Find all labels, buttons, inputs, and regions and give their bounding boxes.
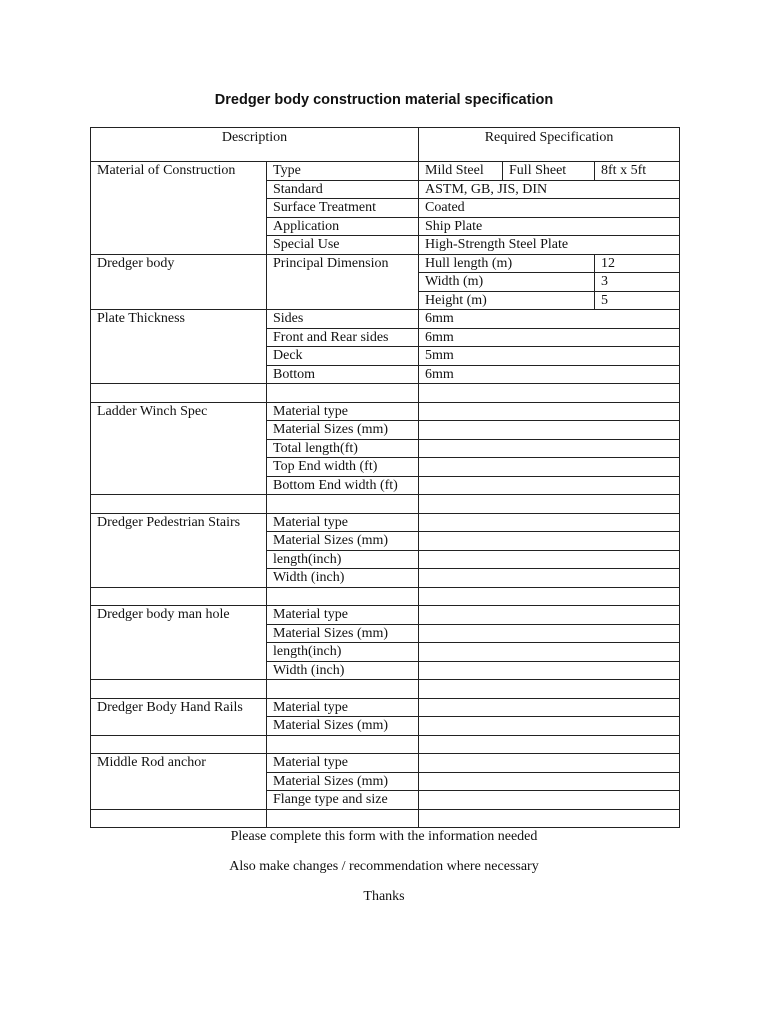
footer-instruction: Please complete this form with the information needed [230,829,538,844]
value-cell[interactable] [419,606,680,625]
property-cell: Top End width (ft) [267,458,419,477]
value-cell[interactable] [419,513,680,532]
property-cell: Principal Dimension [267,254,419,310]
value-cell[interactable] [419,624,680,643]
property-cell: Material type [267,754,419,773]
document-title: Dredger body construction material specification [214,92,554,108]
value-cell[interactable] [419,458,680,477]
section-label: Dredger Pedestrian Stairs [91,513,267,587]
value-cell[interactable] [419,717,680,736]
section-label: Middle Rod anchor [91,754,267,810]
value-cell: ASTM, GB, JIS, DIN [419,180,680,199]
property-cell: length(inch) [267,643,419,662]
value-cell: 6mm [419,328,680,347]
spacer-row [91,809,680,828]
value-cell[interactable] [419,476,680,495]
value-cell[interactable] [419,754,680,773]
property-cell: Sides [267,310,419,329]
property-cell: Deck [267,347,419,366]
property-cell: Application [267,217,419,236]
property-cell: Material Sizes (mm) [267,717,419,736]
footer-recommendation: Also make changes / recommendation where necessary [229,859,539,874]
value-cell: 5mm [419,347,680,366]
value-cell[interactable] [419,532,680,551]
section-label: Dredger body man hole [91,606,267,680]
property-cell: Total length(ft) [267,439,419,458]
property-cell: Bottom [267,365,419,384]
section-label: Plate Thickness [91,310,267,384]
table-row [91,606,680,625]
dimension-value-cell: 5 [595,291,680,310]
table-row [91,754,680,773]
section-label: Dredger Body Hand Rails [91,698,267,735]
value-cell: 6mm [419,310,680,329]
value-cell: Mild Steel [419,162,503,181]
property-cell: Surface Treatment [267,199,419,218]
property-cell: Special Use [267,236,419,255]
property-cell: Width (inch) [267,661,419,680]
value-cell[interactable] [419,402,680,421]
property-cell: Bottom End width (ft) [267,476,419,495]
spacer-row [91,384,680,403]
value-cell[interactable] [419,439,680,458]
table-row [91,513,680,532]
property-cell: Material Sizes (mm) [267,532,419,551]
dimension-name-cell: Height (m) [419,291,595,310]
dimension-value-cell: 12 [595,254,680,273]
section-label: Dredger body [91,254,267,310]
value-cell[interactable] [419,421,680,440]
property-cell: Front and Rear sides [267,328,419,347]
header-description: Description [91,128,419,162]
value-cell: Full Sheet [503,162,595,181]
property-cell: Material Sizes (mm) [267,421,419,440]
specification-table [90,127,680,828]
table-row [91,162,680,181]
property-cell: length(inch) [267,550,419,569]
value-cell[interactable] [419,698,680,717]
footer-thanks: Thanks [363,889,405,904]
spacer-row [91,680,680,699]
dimension-name-cell: Hull length (m) [419,254,595,273]
value-cell: High-Strength Steel Plate [419,236,680,255]
property-cell: Material Sizes (mm) [267,772,419,791]
property-cell: Flange type and size [267,791,419,810]
value-cell: Coated [419,199,680,218]
table-row [91,310,680,329]
dimension-name-cell: Width (m) [419,273,595,292]
property-cell: Material Sizes (mm) [267,624,419,643]
header-required-specification: Required Specification [419,128,680,162]
table-row [91,254,680,273]
spacer-row [91,495,680,514]
section-label: Ladder Winch Spec [91,402,267,495]
property-cell: Type [267,162,419,181]
value-cell[interactable] [419,643,680,662]
value-cell[interactable] [419,569,680,588]
table-row [91,698,680,717]
property-cell: Width (inch) [267,569,419,588]
value-cell[interactable] [419,661,680,680]
property-cell: Material type [267,698,419,717]
value-cell: 6mm [419,365,680,384]
property-cell: Material type [267,402,419,421]
value-cell[interactable] [419,772,680,791]
dimension-value-cell: 3 [595,273,680,292]
property-cell: Material type [267,606,419,625]
value-cell: 8ft x 5ft [595,162,680,181]
value-cell[interactable] [419,791,680,810]
property-cell: Material type [267,513,419,532]
value-cell[interactable] [419,550,680,569]
section-label: Material of Construction [91,162,267,255]
table-row [91,402,680,421]
property-cell: Standard [267,180,419,199]
spacer-row [91,587,680,606]
value-cell: Ship Plate [419,217,680,236]
spacer-row [91,735,680,754]
table-header-row [91,128,680,162]
